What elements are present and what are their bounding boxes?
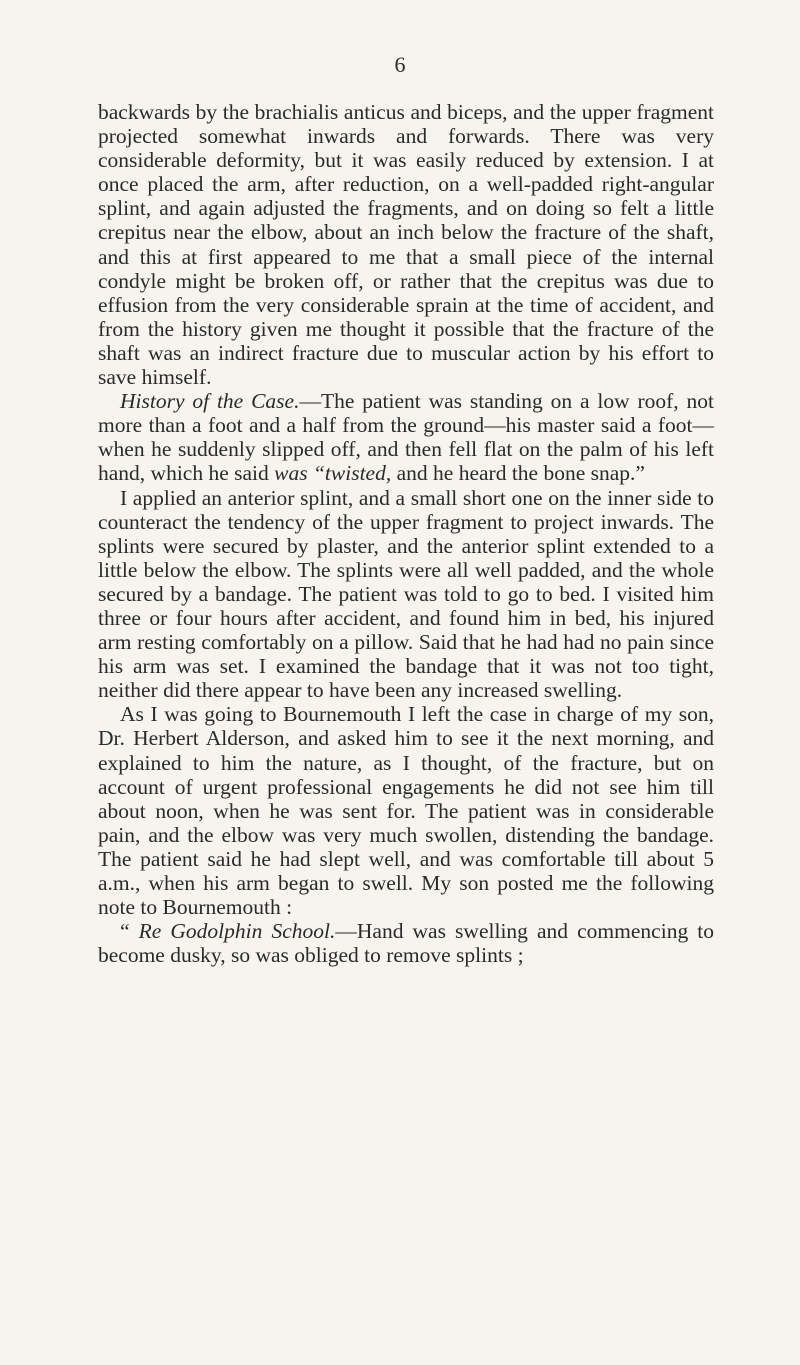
paragraph	[98, 100, 714, 389]
text-run: and he heard the bone snap.”	[391, 461, 645, 486]
paragraph	[98, 389, 714, 485]
body-text	[98, 100, 714, 967]
text-run: As I was going to Bournemouth I left the case in charge of my son, Dr. Herbert Alderson, and asked him to see it the next morning, and explained to him the nature, as I thought, of the fracture, but on account of urgent professional engagements he did not see him till about noon, when he was sent for. The patient was in considerable pain, and the elbow was very much swollen, distending the bandage. The patient said he had slept well, and was comfortable till about 5 a.m., when his arm began to swell. My son posted me the following note to Bournemouth :	[98, 702, 714, 920]
text-run: backwards by the brachialis anticus and biceps, and the upper fragment projected somewhat inwards and forwards. There was very considerable deformity, but it was easily reduced by extension. I at once placed the arm, after reduction, on a well-padded right-angular splint, and again adjusted the fragments, and on doing so felt a little crepitus near the elbow, about an inch below the fracture of the shaft, and this at first appeared to me that a small piece of the internal condyle might be broken off, or rather that the crepitus was due to effusion from the very considerable sprain at the time of accident, and from the history given me thought it possible that the fracture of the shaft was an indirect fracture due to muscular action by his effort to save himself.	[98, 100, 714, 390]
paragraph	[98, 919, 714, 967]
text-run: —Hand was swelling and commencing to become dusky, so was obliged to remove splints ;	[98, 919, 715, 968]
page-number: 6	[394, 52, 406, 77]
text-run-italic: was “twisted,	[274, 461, 392, 486]
text-run: I applied an anterior splint, and a small short one on the inner side to counteract the tendency of the upper fragment to project inwards. The splints were secured by plaster, and the anterior splint extended to a little below the elbow. The splints were all well padded, and the whole secured by a bandage. The patient was told to go to bed. I visited him three or four hours after accident, and found him in bed, his injured arm resting comfortably on a pillow. Said that he had had no pain since his arm was set. I examined the bandage that it was not too tight, neither did there appear to have been any increased swelling.	[98, 485, 714, 703]
text-run-italic: Re Godolphin School.	[138, 919, 336, 944]
text-run: “	[120, 919, 139, 944]
text-run: —The patient was standing on a low roof, not more than a foot and a half from the ground—his master said a foot—when he suddenly slipped off, and then fell flat on the palm of his left hand, which he said	[98, 389, 715, 486]
section-heading: History of the Case.	[120, 389, 300, 414]
paragraph	[98, 486, 714, 703]
paragraph	[98, 702, 714, 919]
